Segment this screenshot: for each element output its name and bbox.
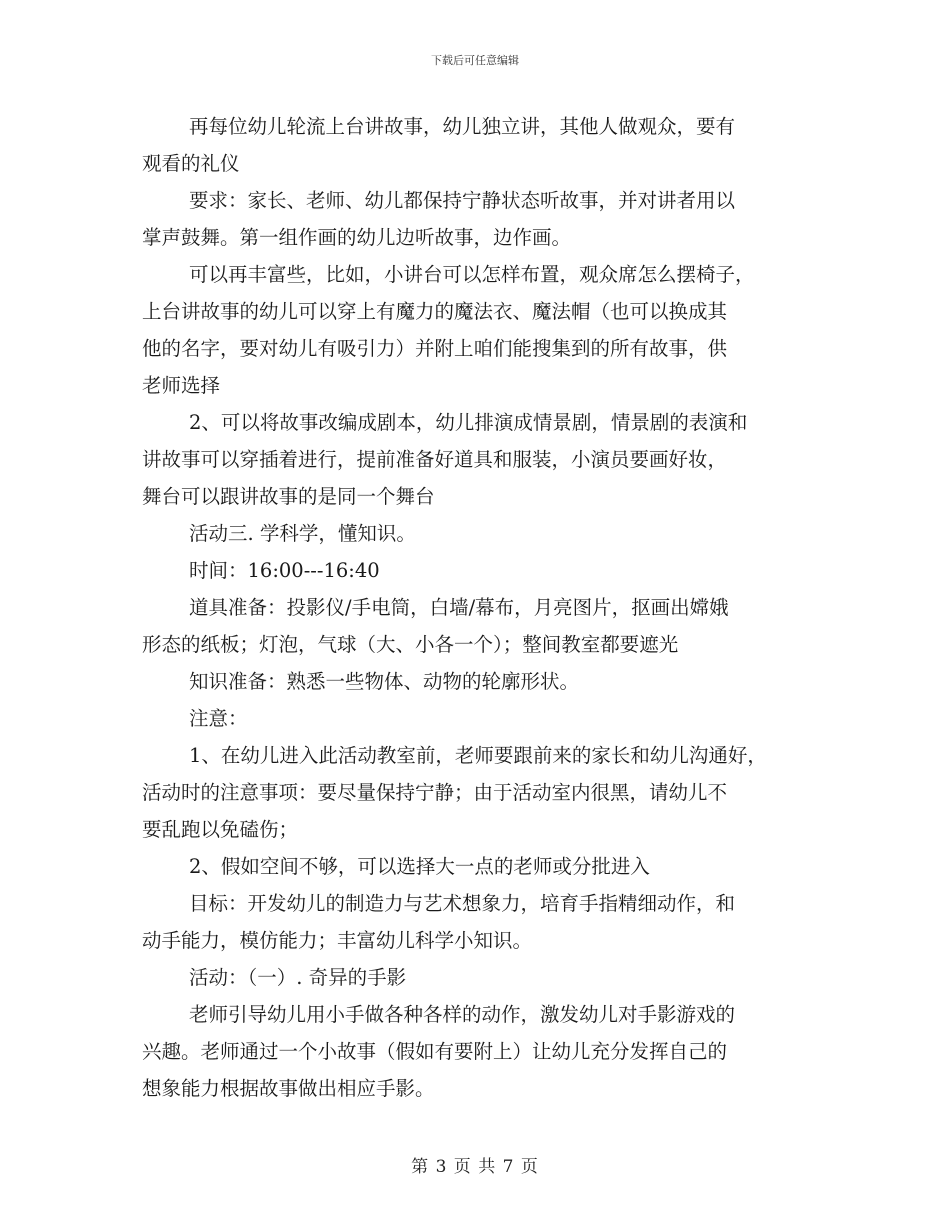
text-line: 他的名字，要对幼儿有吸引力）并附上咱们能搜集到的所有故事，供 — [142, 337, 728, 360]
text-line: 兴趣。老师通过一个小故事（假如有要附上）让幼儿充分发挥自己的 — [142, 1040, 728, 1063]
document-body — [142, 108, 822, 1107]
section-heading — [142, 515, 822, 552]
paragraph — [142, 256, 822, 404]
paragraph — [142, 182, 822, 256]
text-line: 可以再丰富些，比如，小讲台可以怎样布置，观众席怎么摆椅子， — [189, 263, 755, 286]
text-line: 舞台可以跟讲故事的是同一个舞台 — [142, 485, 435, 508]
text-line: 1、在幼儿进入此活动教室前，老师要跟前来的家长和幼儿沟通好， — [189, 744, 767, 767]
text-line: 老师引导幼儿用小手做各种各样的动作，激发幼儿对手影游戏的 — [189, 1003, 736, 1026]
text-line: 再每位幼儿轮流上台讲故事，幼儿独立讲，其他人做观众，要有 — [189, 115, 736, 138]
paragraph — [142, 737, 822, 848]
paragraph — [142, 589, 822, 663]
paragraph — [142, 996, 822, 1107]
text-line: 想象能力根据故事做出相应手影。 — [142, 1077, 435, 1100]
paragraph — [142, 885, 822, 959]
text-line: 2、可以将故事改编成剧本，幼儿排演成情景剧，情景剧的表演和 — [189, 411, 748, 434]
text-line: 形态的纸板；灯泡，气球（大、小各一个）；整间教室都要遮光 — [142, 633, 679, 656]
text-line: 要求：家长、老师、幼儿都保持宁静状态听故事，并对讲者用以 — [189, 189, 736, 212]
text-line: 活动：（一）. 奇异的手影 — [189, 966, 407, 989]
text-line: 要乱跑以免磕伤； — [142, 818, 299, 841]
paragraph — [142, 663, 822, 700]
section-heading — [142, 959, 822, 996]
text-line: 2、假如空间不够，可以选择大一点的老师或分批进入 — [189, 855, 650, 878]
text-line: 动手能力，模仿能力；丰富幼儿科学小知识。 — [142, 929, 533, 952]
paragraph — [142, 848, 822, 885]
paragraph — [142, 108, 822, 182]
text-line: 时间：16:00---16:40 — [189, 559, 380, 582]
paragraph — [142, 404, 822, 515]
text-line: 观看的礼仪 — [142, 152, 240, 175]
text-line: 上台讲故事的幼儿可以穿上有魔力的魔法衣、魔法帽（也可以换成其 — [142, 300, 728, 323]
paragraph — [142, 700, 822, 737]
text-line: 活动时的注意事项：要尽量保持宁静；由于活动室内很黑，请幼儿不 — [142, 781, 728, 804]
paragraph — [142, 552, 822, 589]
page-header: 下载后可任意编辑 — [431, 54, 519, 67]
text-line: 道具准备：投影仪/手电筒，白墙/幕布，月亮图片，抠画出嫦娥 — [189, 596, 729, 619]
text-line: 掌声鼓舞。第一组作画的幼儿边听故事，边作画。 — [142, 226, 572, 249]
text-line: 讲故事可以穿插着进行，提前准备好道具和服装，小演员要画好妆， — [142, 448, 728, 471]
text-line: 老师选择 — [142, 374, 221, 397]
text-line: 活动三. 学科学，懂知识。 — [189, 522, 416, 545]
page-number: 第 3 页 共 7 页 — [411, 1157, 539, 1177]
text-line: 注意： — [189, 707, 248, 730]
text-line: 目标：开发幼儿的制造力与艺术想象力，培育手指精细动作，和 — [189, 892, 736, 915]
text-line: 知识准备：熟悉一些物体、动物的轮廓形状。 — [189, 670, 580, 693]
